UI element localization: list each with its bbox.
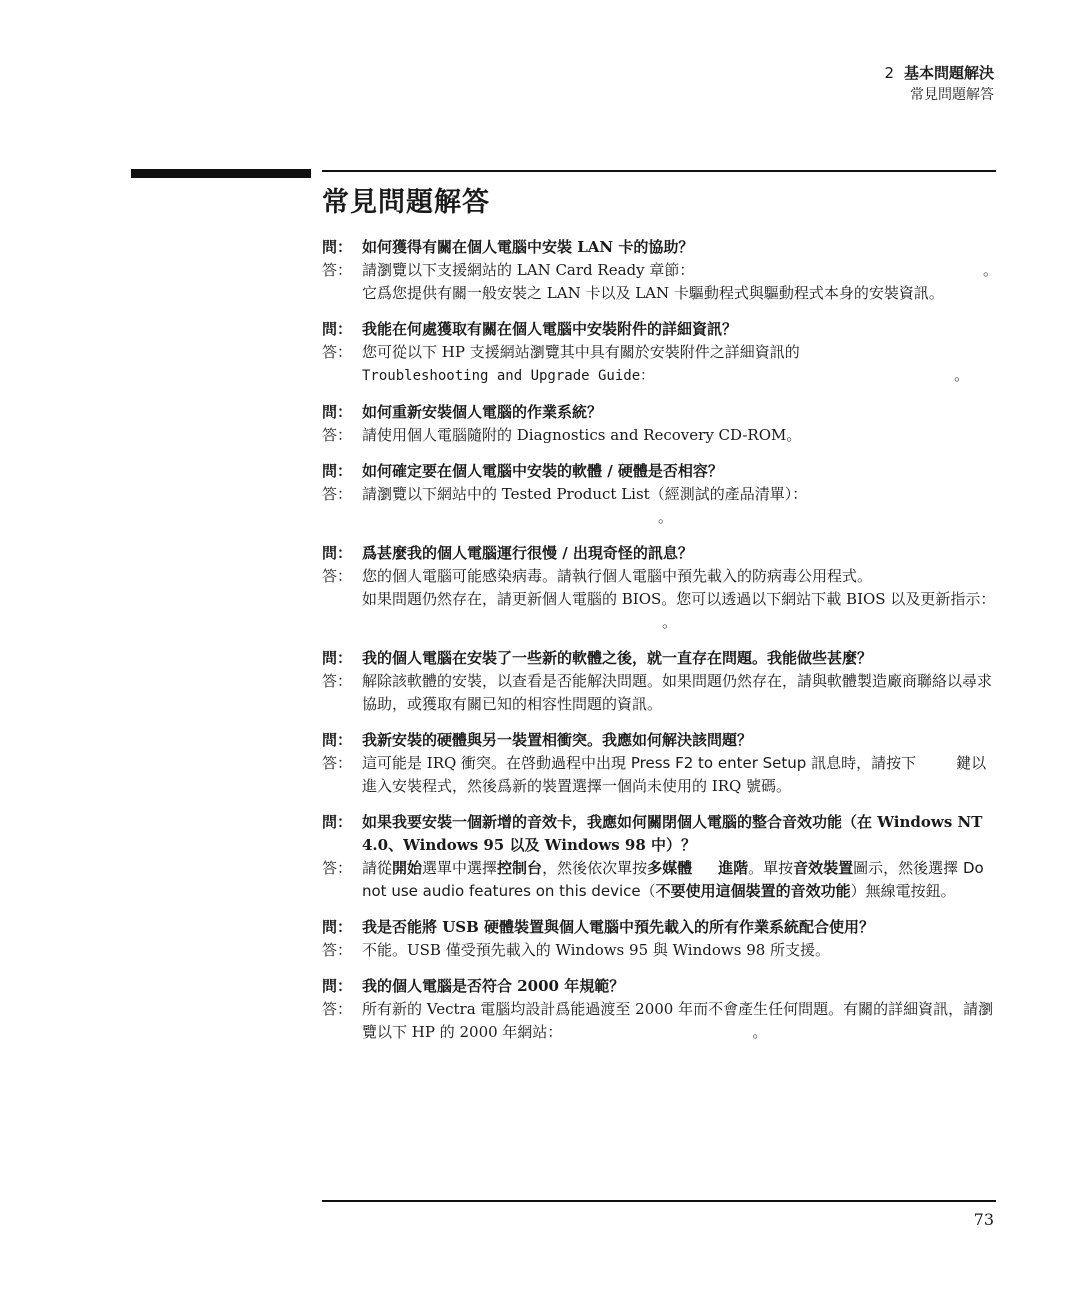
multimedia-term: 多媒體 <box>647 859 693 877</box>
question-label: 問： <box>322 544 353 562</box>
page-number: 73 <box>973 1210 994 1229</box>
answer-text: 您可從以下 HP 支援網站瀏覽其中具有關於安裝附件之詳細資訊的 <box>362 343 800 361</box>
faq-item <box>322 916 998 962</box>
question <box>322 318 998 341</box>
question <box>322 647 998 670</box>
answer-text: 請瀏覽以下網站中的 Tested Product List（經測試的產品清單）： <box>362 485 808 503</box>
question-text: 我新安裝的硬體與另一裝置相衝突。我應如何解決該問題？ <box>362 731 753 749</box>
answer <box>322 670 998 716</box>
audio-option-translation: 不要使用這個裝置的音效功能 <box>655 882 851 900</box>
answer-text: ，然後依次單按 <box>542 859 648 877</box>
setup-message: Press F2 to enter Setup <box>630 754 807 772</box>
answer-label: 答： <box>322 859 353 877</box>
section-bar <box>131 169 311 178</box>
answer-text: 。單按 <box>748 859 794 877</box>
answer-end: 。 <box>662 613 678 631</box>
faq-item <box>322 236 998 305</box>
answer <box>322 565 998 634</box>
faq-item <box>322 975 998 1044</box>
answer-text: 您的個人電腦可能感染病毒。請執行個人電腦中預先載入的防病毒公用程式。 <box>362 567 873 585</box>
question-label: 問： <box>322 813 353 831</box>
answer <box>322 424 998 447</box>
question-text: 如何確定要在個人電腦中安裝的軟體 / 硬體是否相容？ <box>362 462 723 480</box>
question-label: 問： <box>322 403 353 421</box>
answer <box>322 341 998 388</box>
answer-text: 解除該軟體的安裝，以查看是否能解決問題。如果問題仍然存在，請與軟體製造廠商聯絡以尋求協助，或獲取有關已知的相容性問題的資訊。 <box>362 672 993 713</box>
answer-text: 圖示，然後選擇 <box>853 859 959 877</box>
chapter-heading <box>884 62 994 84</box>
answer-text: ）無線電按鈕。 <box>850 882 956 900</box>
question <box>322 542 998 565</box>
answer-label: 答： <box>322 672 353 690</box>
answer <box>322 939 998 962</box>
question-text: 如何重新安裝個人電腦的作業系統？ <box>362 403 603 421</box>
chapter-title: 基本問題解決 <box>903 64 994 82</box>
answer-text: 這可能是 IRQ 衝突。在啓動過程中出現 <box>362 754 627 772</box>
answer-text: Troubleshooting and Upgrade Guide： <box>362 368 655 384</box>
question-text: 爲甚麼我的個人電腦運行很慢 / 出現奇怪的訊息？ <box>362 544 693 562</box>
answer-label: 答： <box>322 567 353 585</box>
answer-text: 不能。USB 僅受預先載入的 Windows 95 與 Windows 98 所支援。 <box>362 941 831 959</box>
question-label: 問： <box>322 918 353 936</box>
faq-item <box>322 401 998 447</box>
question <box>322 460 998 483</box>
answer-end: 。 <box>658 508 674 526</box>
faq-item <box>322 729 998 798</box>
answer-end: 。 <box>752 1023 768 1041</box>
bottom-rule <box>322 1200 996 1202</box>
question-text: 如果我要安裝一個新增的音效卡，我應如何關閉個人電腦的整合音效功能（在 Windows NT 4.0、Windows 95 以及 Windows 98 中）？ <box>362 813 983 854</box>
faq-item <box>322 460 998 529</box>
faq-list <box>322 236 998 1057</box>
faq-item <box>322 542 998 634</box>
answer-text: 如果問題仍然存在，請更新個人電腦的 BIOS。您可以透過以下網站下載 BIOS 以及更新指示： <box>362 590 996 608</box>
audio-devices-term: 音效裝置 <box>793 859 854 877</box>
answer-text: 選單中選擇 <box>422 859 498 877</box>
question <box>322 401 998 424</box>
question-label: 問： <box>322 649 353 667</box>
answer-text: 請瀏覽以下支援網站的 LAN Card Ready 章節： <box>362 261 695 279</box>
question <box>322 729 998 752</box>
audio-option: Do not use audio features on this device <box>362 859 984 900</box>
question-label: 問： <box>322 731 353 749</box>
question-label: 問： <box>322 238 353 256</box>
question-text: 我的個人電腦是否符合 2000 年規範？ <box>362 977 625 995</box>
section-heading: 常見問題解答 <box>910 87 994 103</box>
answer-label: 答： <box>322 343 353 361</box>
top-rule <box>322 170 996 172</box>
answer-text: （ <box>640 882 656 900</box>
question-label: 問： <box>322 977 353 995</box>
answer-text: 請使用個人電腦隨附的 Diagnostics and Recovery CD-ROM。 <box>362 426 802 444</box>
answer-text: 請從 <box>362 859 393 877</box>
answer <box>322 998 998 1044</box>
answer-end: 。 <box>954 366 970 384</box>
question-text: 我的個人電腦在安裝了一些新的軟體之後，就一直存在問題。我能做些甚麼？ <box>362 649 873 667</box>
question-text: 我能在何處獲取有關在個人電腦中安裝附件的詳細資訊？ <box>362 320 738 338</box>
running-header <box>884 62 994 106</box>
question <box>322 975 998 998</box>
page-title: 常見問題解答 <box>322 187 490 218</box>
start-menu-term: 開始 <box>392 859 423 877</box>
control-panel-term: 控制台 <box>497 859 543 877</box>
answer <box>322 259 998 305</box>
answer-label: 答： <box>322 426 353 444</box>
question-label: 問： <box>322 462 353 480</box>
answer <box>322 483 998 529</box>
answer-text: 鍵以進入安裝程式，然後爲新的裝置選擇一個尚未使用的 IRQ 號碼。 <box>362 754 987 795</box>
answer-end: 。 <box>982 261 998 279</box>
advanced-term: 進階 <box>718 859 749 877</box>
question <box>322 236 998 259</box>
answer-label: 答： <box>322 1000 353 1018</box>
answer-text: 所有新的 Vectra 電腦均設計爲能過渡至 2000 年而不會產生任何問題。有關的詳細資訊，請瀏覽以下 HP 的 2000 年網站： <box>362 1000 994 1041</box>
faq-item <box>322 647 998 716</box>
question-label: 問： <box>322 320 353 338</box>
question-text: 如何獲得有關在個人電腦中安裝 LAN 卡的協助？ <box>362 238 694 256</box>
question <box>322 916 998 939</box>
question-text: 我是否能將 USB 硬體裝置與個人電腦中預先載入的所有作業系統配合使用？ <box>362 918 875 936</box>
faq-item <box>322 811 998 903</box>
answer-text: 它爲您提供有關一般安裝之 LAN 卡以及 LAN 卡驅動程式與驅動程式本身的安裝資訊。 <box>362 284 944 302</box>
answer-label: 答： <box>322 261 353 279</box>
chapter-number: 2 <box>884 64 894 82</box>
answer-label: 答： <box>322 754 353 772</box>
answer-label: 答： <box>322 941 353 959</box>
answer <box>322 752 998 798</box>
answer-label: 答： <box>322 485 353 503</box>
answer-text: 訊息時，請按下 <box>811 754 917 772</box>
faq-item <box>322 318 998 388</box>
answer <box>322 857 998 903</box>
question <box>322 811 998 857</box>
